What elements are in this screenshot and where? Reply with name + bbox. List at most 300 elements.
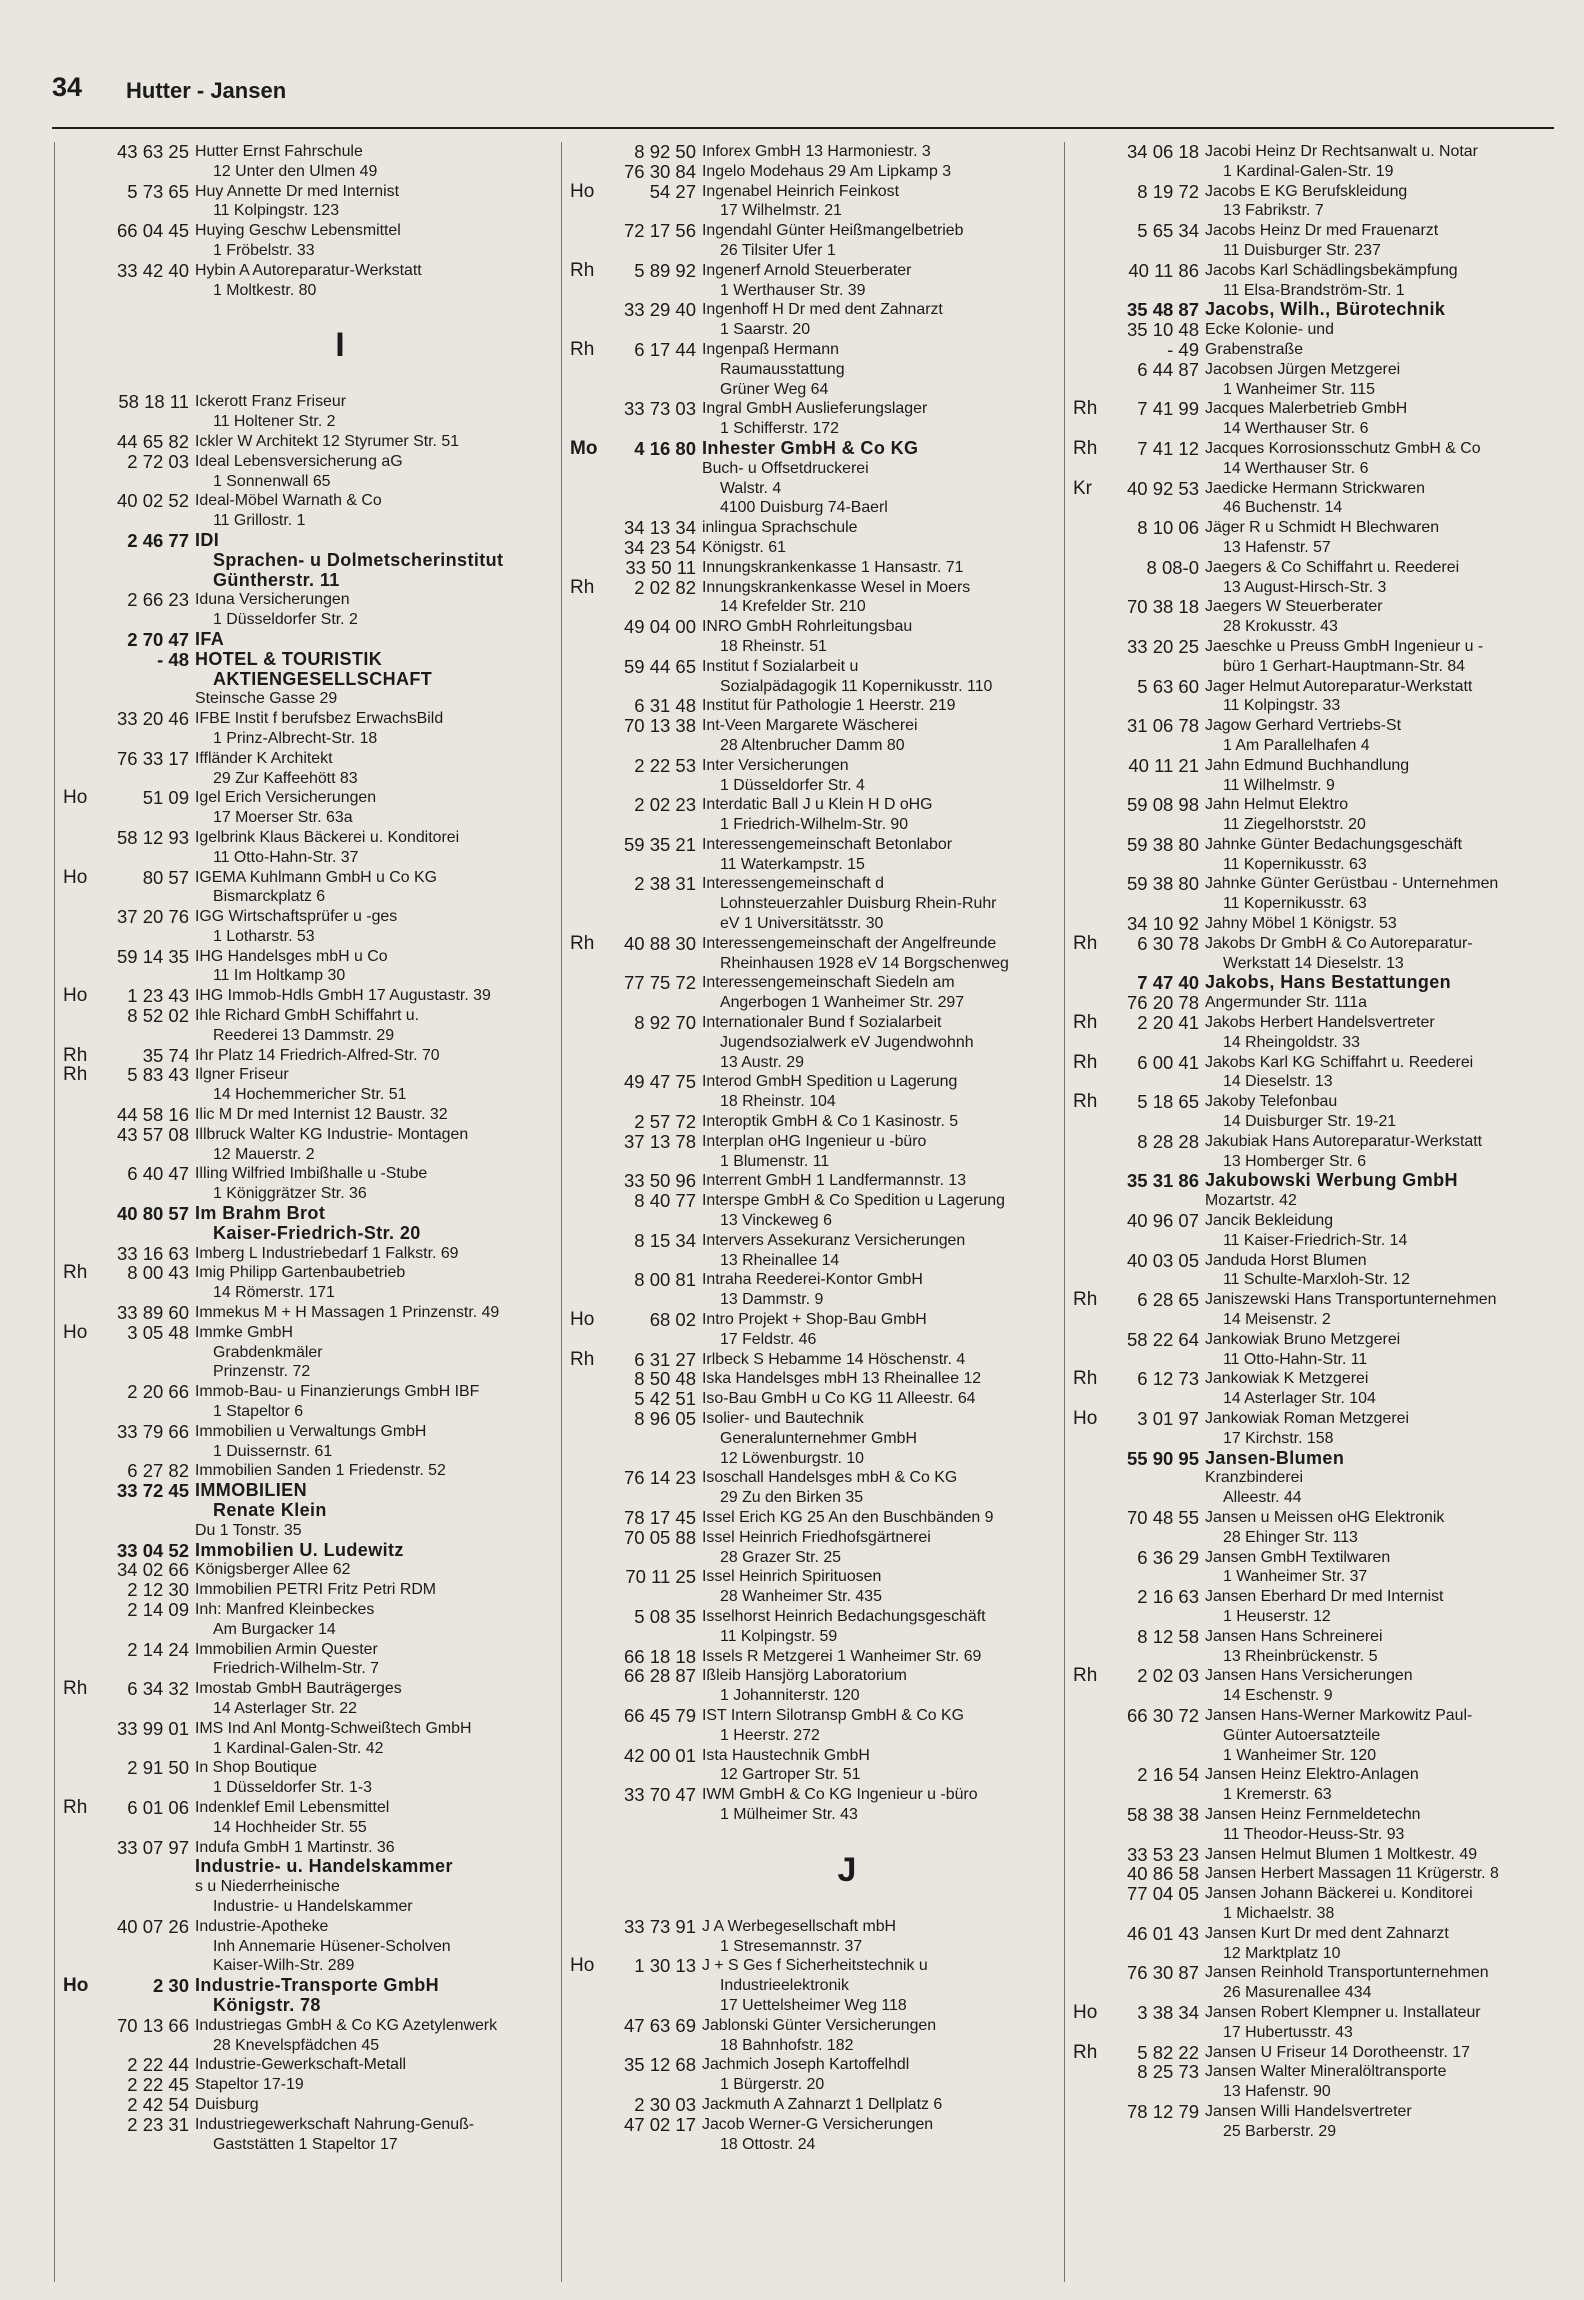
entry-phone-number: - 48 xyxy=(157,648,189,670)
directory-entry xyxy=(55,1917,545,1976)
entry-text xyxy=(702,1171,1052,1191)
entry-area-code: Ho xyxy=(63,866,88,888)
directory-entry xyxy=(1065,439,1555,479)
entry-detail: 11 Wilhelmstr. 9 xyxy=(1223,776,1335,794)
entry-phone-number: 70 13 66 xyxy=(116,2014,189,2036)
entry-name: Indufa GmbH 1 Martinstr. 36 xyxy=(195,1838,395,1856)
directory-entry xyxy=(1065,973,1555,993)
entry-text xyxy=(702,2016,1052,2056)
entry-detail: 13 Austr. 29 xyxy=(720,1053,804,1071)
header-rule xyxy=(52,127,1554,129)
directory-entry xyxy=(1065,399,1555,439)
entry-phone-number: 2 20 41 xyxy=(1137,1012,1199,1034)
directory-entry xyxy=(55,452,545,492)
entry-detail: 1 Friedrich-Wilhelm-Str. 90 xyxy=(720,816,909,834)
directory-entry xyxy=(55,590,545,630)
entry-phone-number: 2 22 53 xyxy=(634,754,696,776)
entry-text xyxy=(1205,1290,1555,1330)
entry-name: Kranzbinderei xyxy=(1205,1469,1304,1487)
directory-entry xyxy=(1065,874,1555,914)
entry-name: Mozartstr. 42 xyxy=(1205,1192,1297,1210)
entry-name: INRO GmbH Rohrleitungsbau xyxy=(702,618,913,636)
entry-text xyxy=(195,749,545,789)
entry-text xyxy=(195,1046,545,1066)
entry-text xyxy=(1205,479,1555,519)
directory-entry xyxy=(562,835,1052,875)
entry-area-code: Ho xyxy=(63,985,88,1007)
entry-phone-number: 37 13 78 xyxy=(623,1130,696,1152)
entry-text xyxy=(195,1917,545,1976)
entry-text xyxy=(1205,399,1555,439)
entry-phone-number: 66 28 87 xyxy=(623,1665,696,1687)
entry-text xyxy=(1205,756,1555,796)
entry-text xyxy=(702,182,1052,222)
entry-detail: 11 Elsa-Brandström-Str. 1 xyxy=(1223,281,1405,299)
entry-phone-number: 44 65 82 xyxy=(116,430,189,452)
entry-name: Janduda Horst Blumen xyxy=(1205,1251,1367,1269)
entry-detail: Generalunternehmer GmbH xyxy=(720,1429,917,1447)
entry-name: IGG Wirtschaftsprüfer u -ges xyxy=(195,908,398,926)
entry-phone-number: 49 47 75 xyxy=(623,1071,696,1093)
entry-text xyxy=(702,1746,1052,1786)
entry-phone-number: 40 11 86 xyxy=(1128,259,1199,281)
entry-name: Jansen u Meissen oHG Elektronik xyxy=(1205,1508,1445,1526)
entry-area-code: Rh xyxy=(570,576,595,598)
entry-phone-number: 2 02 23 xyxy=(634,794,696,816)
entry-name: Illing Wilfried Imbißhalle u -Stube xyxy=(195,1165,428,1183)
directory-entry xyxy=(1065,2043,1555,2063)
entry-detail: 1 Düsseldorfer Str. 1-3 xyxy=(213,1779,372,1797)
entry-detail: 1 Lotharstr. 53 xyxy=(213,927,315,945)
directory-entry xyxy=(1065,360,1555,400)
entry-text xyxy=(195,1006,545,1046)
entry-text xyxy=(1205,1706,1555,1765)
directory-entry xyxy=(1065,221,1555,261)
entry-text xyxy=(195,531,545,590)
entry-phone-number: 7 41 99 xyxy=(1137,398,1199,420)
directory-entry xyxy=(55,630,545,650)
entry-phone-number: 58 22 64 xyxy=(1126,1328,1199,1350)
directory-entry xyxy=(1065,1290,1555,1330)
entry-text xyxy=(1205,2102,1555,2142)
entry-name: Jacobs Heinz Dr med Frauenarzt xyxy=(1205,222,1439,240)
entry-phone-number: 76 30 87 xyxy=(1126,1962,1199,1984)
page-number: 34 xyxy=(52,72,83,102)
entry-phone-number: 6 31 27 xyxy=(634,1348,696,1370)
entry-phone-number: 6 28 65 xyxy=(1137,1289,1199,1311)
directory-entry xyxy=(562,2095,1052,2115)
entry-text xyxy=(1205,1449,1555,1469)
entry-detail: Grüner Weg 64 xyxy=(720,380,829,398)
directory-entry xyxy=(1065,300,1555,320)
entry-name: Ickerott Franz Friseur xyxy=(195,393,346,411)
entry-name: Jakobs Herbert Handelsvertreter xyxy=(1205,1014,1435,1032)
directory-entry xyxy=(562,1706,1052,1746)
entry-phone-number: 40 86 58 xyxy=(1126,1863,1199,1885)
entry-text xyxy=(195,650,545,690)
entry-text xyxy=(195,432,545,452)
entry-detail: 26 Masurenallee 434 xyxy=(1223,1984,1372,2002)
entry-name: Duisburg xyxy=(195,2095,259,2113)
entry-text xyxy=(195,1105,545,1125)
entry-detail: 14 Meisenstr. 2 xyxy=(1223,1311,1331,1329)
entry-name: Iduna Versicherungen xyxy=(195,591,350,609)
directory-entry xyxy=(55,1857,545,1877)
directory-entry xyxy=(1065,637,1555,677)
entry-text xyxy=(1205,637,1555,677)
entry-phone-number: 55 90 95 xyxy=(1126,1447,1199,1469)
entry-text xyxy=(1205,1013,1555,1053)
entry-phone-number: 68 02 xyxy=(649,1309,696,1331)
entry-text xyxy=(1205,677,1555,717)
entry-name: Ingenpaß Hermann xyxy=(702,340,839,358)
entry-phone-number: 66 18 18 xyxy=(623,1645,696,1667)
entry-phone-number: 8 25 73 xyxy=(1137,2061,1199,2083)
entry-area-code: Rh xyxy=(1073,1051,1098,1073)
directory-entry xyxy=(562,1231,1052,1271)
entry-detail: 28 Grazer Str. 25 xyxy=(720,1548,842,1566)
entry-phone-number: 66 30 72 xyxy=(1126,1704,1199,1726)
entry-text xyxy=(195,1719,545,1759)
entry-name: Jakubowski Werbung GmbH xyxy=(1205,1170,1458,1191)
entry-phone-number: 2 16 54 xyxy=(1137,1764,1199,1786)
entry-phone-number: 5 42 51 xyxy=(634,1388,696,1410)
entry-detail: Renate Klein xyxy=(213,1500,327,1520)
directory-entry xyxy=(1065,993,1555,1013)
entry-name: Ingral GmbH Auslieferungslager xyxy=(702,400,928,418)
entry-phone-number: 35 12 68 xyxy=(623,2054,696,2076)
entry-text xyxy=(702,795,1052,835)
entry-name: Jagow Gerhard Vertriebs-St xyxy=(1205,717,1402,735)
entry-name: Jacobsen Jürgen Metzgerei xyxy=(1205,360,1401,378)
directory-entry xyxy=(55,491,545,531)
directory-entry xyxy=(1065,1924,1555,1964)
entry-name: Jansen U Friseur 14 Dorotheenstr. 17 xyxy=(1205,2043,1470,2061)
directory-entry xyxy=(55,1640,545,1680)
entry-phone-number: 49 04 00 xyxy=(623,616,696,638)
entry-phone-number: 33 04 52 xyxy=(116,1539,189,1561)
entry-name: IWM GmbH & Co KG Ingenieur u -büro xyxy=(702,1786,978,1804)
entry-name: Immke GmbH xyxy=(195,1323,293,1341)
entry-text xyxy=(195,221,545,261)
entry-phone-number: 2 30 03 xyxy=(634,2093,696,2115)
entry-detail: 29 Zur Kaffeehött 83 xyxy=(213,769,358,787)
entry-text xyxy=(1205,1369,1555,1409)
entry-name: IHG Immob-Hdls GmbH 17 Augustastr. 39 xyxy=(195,987,491,1005)
directory-entry xyxy=(55,1580,545,1600)
entry-name: Interdatic Ball J u Klein H D oHG xyxy=(702,796,933,814)
entry-name: Hutter Ernst Fahrschule xyxy=(195,143,363,160)
entry-detail: 1 Mülheimer Str. 43 xyxy=(720,1805,858,1823)
directory-entry xyxy=(55,1125,545,1165)
entry-text xyxy=(195,1461,545,1481)
directory-entry xyxy=(55,2055,545,2075)
directory-entry xyxy=(562,182,1052,222)
entry-name: Jankowiak K Metzgerei xyxy=(1205,1370,1369,1388)
entry-phone-number: 58 12 93 xyxy=(116,826,189,848)
entry-text xyxy=(195,392,545,432)
entry-phone-number: 6 44 87 xyxy=(1137,358,1199,380)
entry-phone-number: 2 57 72 xyxy=(634,1111,696,1133)
entry-detail: 18 Ottostr. 24 xyxy=(720,2135,816,2153)
entry-phone-number: 2 38 31 xyxy=(634,873,696,895)
entry-name: Jahn Helmut Elektro xyxy=(1205,796,1349,814)
entry-name: Immobilien u Verwaltungs GmbH xyxy=(195,1422,427,1440)
entry-phone-number: 34 13 34 xyxy=(623,517,696,539)
entry-name: Industrie-Transporte GmbH xyxy=(195,1975,440,1996)
entry-name: IMS Ind Anl Montg-Schweißtech GmbH xyxy=(195,1719,472,1737)
directory-entry xyxy=(562,1270,1052,1310)
entry-detail: 12 Unter den Ulmen 49 xyxy=(213,162,378,180)
directory-entry xyxy=(562,1132,1052,1172)
entry-detail: 17 Wilhelmstr. 21 xyxy=(720,202,842,220)
entry-detail: 12 Löwenburgstr. 10 xyxy=(720,1449,865,1467)
entry-phone-number: 33 42 40 xyxy=(116,259,189,281)
entry-name: Stapeltor 17-19 xyxy=(195,2076,304,2094)
entry-text xyxy=(702,1132,1052,1172)
entry-phone-number: 2 30 xyxy=(152,1975,189,1997)
directory-entry xyxy=(55,1541,545,1561)
entry-area-code: Rh xyxy=(1073,1289,1098,1311)
entry-phone-number: 6 12 73 xyxy=(1137,1368,1199,1390)
directory-entry xyxy=(1065,1053,1555,1093)
entry-name: Interoptik GmbH & Co 1 Kasinostr. 5 xyxy=(702,1113,959,1131)
entry-text xyxy=(195,2115,545,2155)
entry-text xyxy=(702,1567,1052,1607)
entry-name: Inter Versicherungen xyxy=(702,756,849,774)
entry-name: Immobilien Sanden 1 Friedenstr. 52 xyxy=(195,1462,446,1480)
entry-text xyxy=(1205,1251,1555,1291)
entry-phone-number: 40 92 53 xyxy=(1126,477,1199,499)
entry-text xyxy=(702,1647,1052,1667)
entry-detail: 1 Wanheimer Str. 37 xyxy=(1223,1568,1368,1586)
entry-name: Angermunder Str. 111a xyxy=(1205,994,1367,1012)
entry-detail: 14 Rheingoldstr. 33 xyxy=(1223,1033,1360,1051)
entry-phone-number: 6 00 41 xyxy=(1137,1051,1199,1073)
directory-entry xyxy=(55,1323,545,1382)
directory-entry xyxy=(55,947,545,987)
entry-name: Jacobs Karl Schädlingsbekämpfung xyxy=(1205,261,1458,279)
entry-text xyxy=(1205,835,1555,875)
entry-text xyxy=(1205,914,1555,934)
directory-entry xyxy=(562,2016,1052,2056)
directory-entry xyxy=(562,578,1052,618)
entry-phone-number: 5 65 34 xyxy=(1137,220,1199,242)
directory-entry xyxy=(562,1528,1052,1568)
directory-entry xyxy=(562,340,1052,399)
entry-phone-number: - 49 xyxy=(1167,338,1199,360)
directory-entry xyxy=(55,1719,545,1759)
entry-detail: 1 Werthauser Str. 39 xyxy=(720,281,866,299)
entry-text xyxy=(702,300,1052,340)
directory-entry xyxy=(1065,1251,1555,1291)
directory-entry xyxy=(55,432,545,452)
entry-name: IHG Handelsges mbH u Co xyxy=(195,947,388,965)
entry-name: Innungskrankenkasse Wesel in Moers xyxy=(702,578,971,596)
entry-text xyxy=(702,1917,1052,1957)
directory-entry xyxy=(562,1607,1052,1647)
directory-entry xyxy=(55,1382,545,1422)
directory-entry xyxy=(55,1679,545,1719)
directory-entry xyxy=(562,1508,1052,1528)
directory-entry xyxy=(562,221,1052,261)
entry-area-code: Rh xyxy=(570,259,595,281)
entry-text xyxy=(195,1303,545,1323)
entry-text xyxy=(195,1541,545,1561)
entry-phone-number: 35 74 xyxy=(142,1044,189,1066)
entry-text xyxy=(195,986,545,1006)
entry-name: Grabenstraße xyxy=(1205,340,1304,358)
entry-name: Ingenhoff H Dr med dent Zahnarzt xyxy=(702,301,943,319)
entry-name: Imberg L Industriebedarf 1 Falkstr. 69 xyxy=(195,1244,459,1262)
directory-entry xyxy=(1065,1666,1555,1706)
entry-detail: 17 Uettelsheimer Weg 118 xyxy=(720,1996,907,2014)
entry-detail: 28 Knevelspfädchen 45 xyxy=(213,2036,380,2054)
entry-detail: 29 Zu den Birken 35 xyxy=(720,1489,864,1507)
entry-phone-number: 6 31 48 xyxy=(634,695,696,717)
entry-text xyxy=(195,630,545,650)
entry-detail: 4100 Duisburg 74-Baerl xyxy=(720,499,888,517)
entry-name: Interspe GmbH & Co Spedition u Lagerung xyxy=(702,1192,1005,1210)
directory-entry xyxy=(1065,1468,1555,1508)
entry-phone-number: 8 50 48 xyxy=(634,1368,696,1390)
entry-detail: 13 Hafenstr. 90 xyxy=(1223,2083,1331,2101)
entry-text xyxy=(195,1204,545,1244)
directory-entry xyxy=(55,788,545,828)
entry-name: Isoschall Handelsges mbH & Co KG xyxy=(702,1469,958,1487)
directory-entry xyxy=(55,1204,545,1244)
entry-detail: Friedrich-Wilhelm-Str. 7 xyxy=(213,1660,379,1678)
entry-name: Jansen Hans Schreinerei xyxy=(1205,1627,1383,1645)
entry-name: Ickler W Architekt 12 Styrumer Str. 51 xyxy=(195,432,460,450)
entry-text xyxy=(1205,1884,1555,1924)
entry-phone-number: 77 04 05 xyxy=(1126,1883,1199,1905)
entry-name: In Shop Boutique xyxy=(195,1759,317,1777)
entry-text xyxy=(1205,1053,1555,1093)
entry-phone-number: 40 88 30 xyxy=(623,932,696,954)
entry-name: J + S Ges f Sicherheitstechnik u xyxy=(702,1957,928,1975)
entry-phone-number: 8 00 43 xyxy=(127,1262,189,1284)
entry-phone-number: 59 08 98 xyxy=(1126,794,1199,816)
entry-phone-number: 8 92 50 xyxy=(634,141,696,162)
entry-text xyxy=(702,1528,1052,1568)
entry-name: Jacobi Heinz Dr Rechtsanwalt u. Notar xyxy=(1205,143,1478,160)
entry-name: Ingendahl Günter Heißmangelbetrieb xyxy=(702,222,964,240)
directory-entry xyxy=(562,1468,1052,1508)
entry-text xyxy=(702,1785,1052,1825)
directory-entry xyxy=(1065,2062,1555,2102)
entry-detail: Rheinhausen 1928 eV 14 Borgschenweg xyxy=(720,954,1009,972)
directory-entry xyxy=(55,1422,545,1462)
entry-area-code: Rh xyxy=(1073,1368,1098,1390)
entry-name: Interessengemeinschaft Siedeln am xyxy=(702,974,955,992)
entry-phone-number: 44 58 16 xyxy=(116,1104,189,1126)
entry-detail: 1 Wanheimer Str. 115 xyxy=(1223,380,1375,398)
entry-detail: 13 Dammstr. 9 xyxy=(720,1291,824,1309)
entry-name: Interessengemeinschaft der Angelfreunde xyxy=(702,934,997,952)
entry-phone-number: 76 30 84 xyxy=(623,160,696,182)
entry-detail: 1 Heerstr. 272 xyxy=(720,1726,820,1744)
entry-name: Ilic M Dr med Internist 12 Baustr. 32 xyxy=(195,1106,448,1124)
entry-phone-number: 43 57 08 xyxy=(116,1123,189,1145)
entry-detail: 1 Sonnenwall 65 xyxy=(213,472,331,490)
entry-detail: Grabdenkmäler xyxy=(213,1343,323,1361)
entry-text xyxy=(1205,934,1555,974)
entry-detail: 1 Prinz-Albrecht-Str. 18 xyxy=(213,729,378,747)
entry-name: Jansen Hans Versicherungen xyxy=(1205,1667,1413,1685)
entry-detail: 1 Heuserstr. 12 xyxy=(1223,1607,1331,1625)
entry-phone-number: 51 09 xyxy=(142,787,189,809)
entry-name: Imostab GmbH Bauträgerges xyxy=(195,1680,402,1698)
entry-text xyxy=(1205,221,1555,261)
entry-name: Jansen Hans-Werner Markowitz Paul- xyxy=(1205,1706,1473,1724)
directory-entry xyxy=(562,1917,1052,1957)
entry-text xyxy=(702,142,1052,162)
entry-detail: 13 Hafenstr. 57 xyxy=(1223,538,1331,556)
entry-name: Ingelo Modehaus 29 Am Lipkamp 3 xyxy=(702,162,952,180)
entry-text xyxy=(195,1976,545,2016)
entry-detail: 1 Kremerstr. 63 xyxy=(1223,1786,1332,1804)
entry-detail: 13 Rheinallee 14 xyxy=(720,1251,840,1269)
entry-name: Jansen Kurt Dr med dent Zahnarzt xyxy=(1205,1924,1449,1942)
directory-entry xyxy=(562,973,1052,1013)
entry-text xyxy=(702,835,1052,875)
entry-phone-number: 33 16 63 xyxy=(116,1242,189,1264)
entry-phone-number: 33 50 11 xyxy=(625,556,696,578)
entry-name: s u Niederrheinische xyxy=(195,1878,340,1896)
entry-text xyxy=(195,1521,545,1541)
entry-name: Industriegas GmbH & Co KG Azetylenwerk xyxy=(195,2016,498,2034)
directory-entry xyxy=(55,1164,545,1204)
entry-phone-number: 66 45 79 xyxy=(623,1704,696,1726)
entry-text xyxy=(702,1389,1052,1409)
entry-detail: 14 Römerstr. 171 xyxy=(213,1284,335,1302)
directory-entry xyxy=(562,1112,1052,1132)
entry-name: Jahnke Günter Bedachungsgeschäft xyxy=(1205,835,1463,853)
directory-entry xyxy=(55,1006,545,1046)
entry-phone-number: 58 18 11 xyxy=(118,391,189,413)
directory-entry xyxy=(1065,1013,1555,1053)
entry-area-code: Rh xyxy=(1073,1012,1098,1034)
entry-phone-number: 8 10 06 xyxy=(1137,517,1199,539)
directory-entry xyxy=(1065,320,1555,340)
directory-entry xyxy=(55,749,545,789)
entry-text xyxy=(195,1798,545,1838)
entry-phone-number: 1 23 43 xyxy=(127,985,189,1007)
entry-detail: Günter Autoersatzteile xyxy=(1223,1726,1381,1744)
entry-phone-number: 8 28 28 xyxy=(1137,1130,1199,1152)
entry-text xyxy=(1205,1587,1555,1627)
entry-text xyxy=(702,1191,1052,1231)
entry-phone-number: 8 08-0 xyxy=(1146,556,1199,578)
entry-phone-number: 6 34 32 xyxy=(127,1678,189,1700)
entry-phone-number: 5 08 35 xyxy=(634,1605,696,1627)
entry-text xyxy=(195,1164,545,1204)
entry-text xyxy=(195,689,545,709)
entry-phone-number: 42 00 01 xyxy=(623,1744,696,1766)
entry-detail: 46 Buchenstr. 14 xyxy=(1223,499,1343,517)
entry-detail: 14 Hochemmericher Str. 51 xyxy=(213,1086,407,1104)
entry-text xyxy=(1205,1468,1555,1508)
entry-name: Jacob Werner-G Versicherungen xyxy=(702,2115,934,2133)
entry-phone-number: 2 46 77 xyxy=(127,529,189,551)
entry-detail: 17 Kirchstr. 158 xyxy=(1223,1429,1334,1447)
entry-phone-number: 40 11 21 xyxy=(1128,754,1199,776)
entry-text xyxy=(195,828,545,868)
directory-entry xyxy=(1065,934,1555,974)
entry-name: Intro Projekt + Shop-Bau GmbH xyxy=(702,1311,927,1329)
directory-entry xyxy=(562,538,1052,558)
